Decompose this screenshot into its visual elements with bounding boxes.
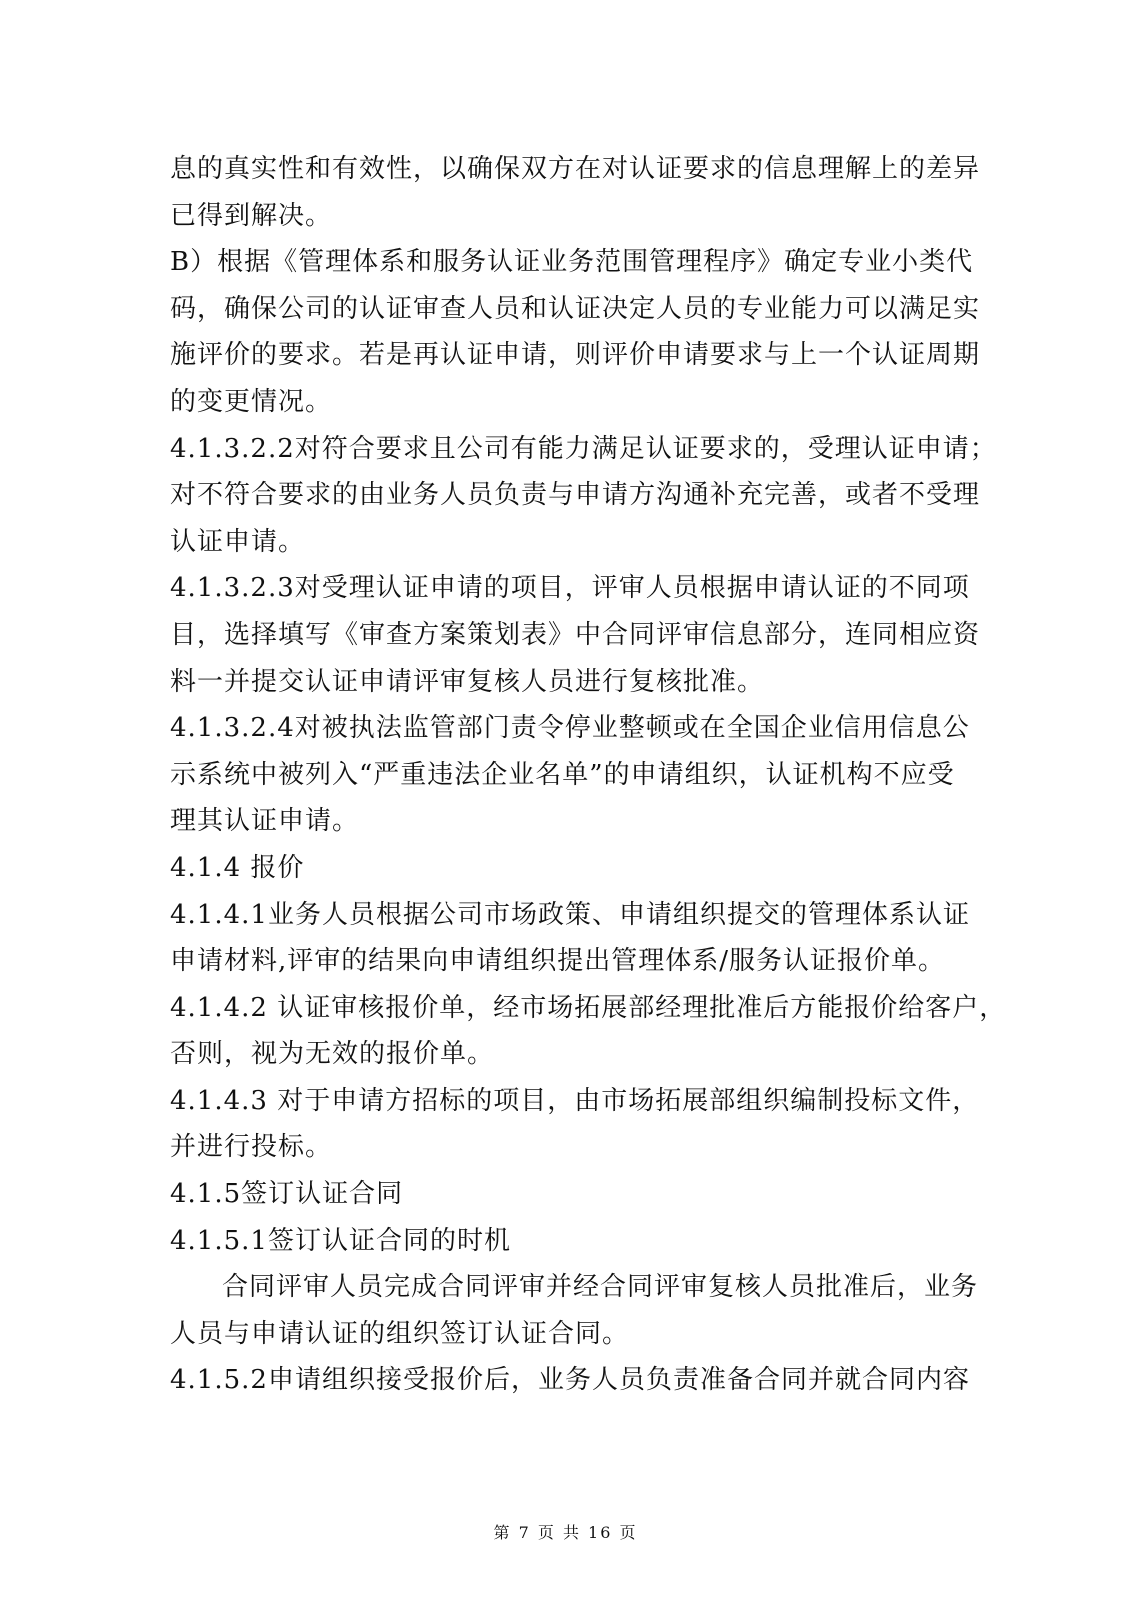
section-line: 4.1.5.2申请组织接受报价后，业务人员负责准备合同并就合同内容 (170, 1365, 970, 1396)
section-line: 4.1.3.2.4对被执法监管部门责令停业整顿或在全国企业信用信息公 (170, 713, 970, 744)
body-line: 示系统中被列入“严重违法企业名单”的申请组织，认证机构不应受 (170, 759, 955, 790)
section-heading: 4.1.5签订认证合同 (170, 1179, 404, 1210)
body-line: 料一并提交认证申请评审复核人员进行复核批准。 (170, 666, 765, 697)
section-line: 4.1.4.3 对于申请方招标的项目，由市场拓展部组织编制投标文件， (170, 1085, 980, 1116)
body-line: 否则，视为无效的报价单。 (170, 1039, 495, 1070)
body-line: 合同评审人员完成合同评审并经合同评审复核人员批准后，业务 (222, 1272, 979, 1303)
body-line: 目，选择填写《审查方案策划表》中合同评审信息部分，连同相应资 (170, 619, 981, 650)
page-number-footer: 第 7 页 共 16 页 (493, 1523, 638, 1542)
document-body (170, 146, 1007, 1404)
section-line: 4.1.3.2.2对符合要求且公司有能力满足认证要求的，受理认证申请； (170, 433, 997, 464)
body-line: 理其认证申请。 (170, 806, 360, 837)
body-line: 码，确保公司的认证审查人员和认证决定人员的专业能力可以满足实 (170, 293, 981, 324)
section-heading: 4.1.5.1签订认证合同的时机 (170, 1225, 511, 1256)
body-line: 的变更情况。 (170, 386, 333, 417)
body-line: 息的真实性和有效性，以确保双方在对认证要求的信息理解上的差异 (170, 154, 981, 184)
section-heading: 4.1.4 报价 (170, 852, 305, 883)
section-line: 4.1.3.2.3对受理认证申请的项目，评审人员根据申请认证的不同项 (170, 573, 970, 604)
body-line: 认证申请。 (170, 526, 306, 557)
body-line: 申请材料,评审的结果向申请组织提出管理体系/服务认证报价单。 (170, 946, 946, 977)
section-line: 4.1.4.2 认证审核报价单，经市场拓展部经理批准后方能报价给客户， (170, 992, 1007, 1023)
section-line: 4.1.4.1业务人员根据公司市场政策、申请组织提交的管理体系认证 (170, 899, 970, 930)
body-line: 对不符合要求的由业务人员负责与申请方沟通补充完善，或者不受理 (170, 480, 981, 511)
body-line: 人员与申请认证的组织签订认证合同。 (170, 1318, 630, 1349)
body-line: 已得到解决。 (170, 200, 333, 231)
body-line: 施评价的要求。若是再认证申请，则评价申请要求与上一个认证周期 (170, 340, 981, 371)
body-line: B）根据《管理体系和服务认证业务范围管理程序》确定专业小类代 (170, 247, 974, 278)
body-line: 并进行投标。 (170, 1132, 333, 1163)
